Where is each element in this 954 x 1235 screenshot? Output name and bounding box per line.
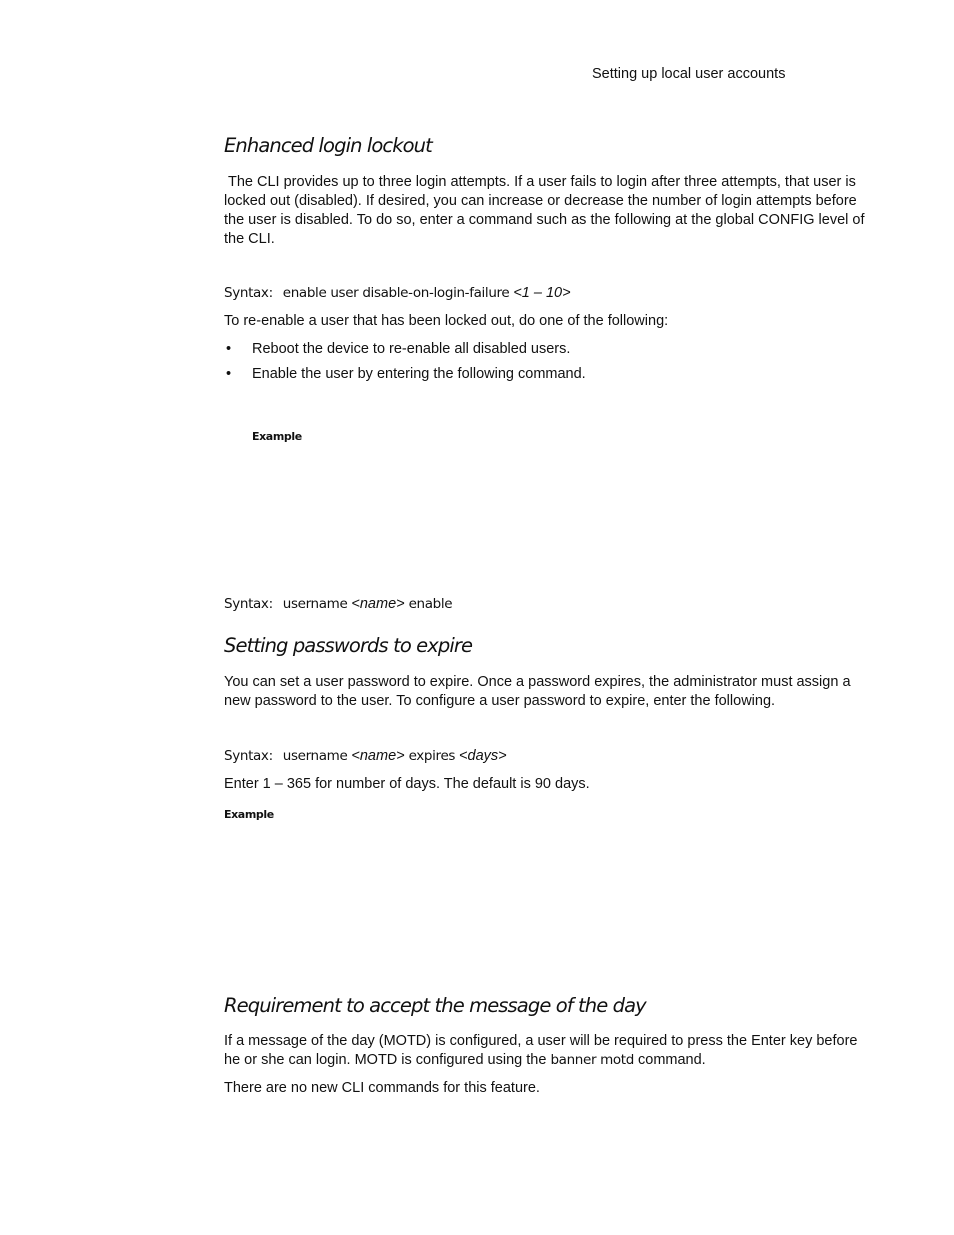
heading-accept-motd: Requirement to accept the message of the day xyxy=(224,994,646,1017)
syntax-disable-on-login-failure xyxy=(224,284,571,303)
example-label: Example xyxy=(252,430,302,443)
expire-intro-paragraph: You can set a user password to expire. Once a password expires, the administrator must assign a new password to the user. To configure a user password to expire, enter the following. xyxy=(224,674,851,709)
heading-enhanced-login-lockout: Enhanced login lockout xyxy=(224,134,432,157)
list-item-text: Reboot the device to re-enable all disabled users. xyxy=(252,341,571,357)
motd-note: There are no new CLI commands for this feature. xyxy=(224,1080,540,1096)
syntax-param: <days> xyxy=(459,748,507,764)
list-item xyxy=(226,365,586,384)
lockout-intro-paragraph: The CLI provides up to three login attempts. If a user fails to login after three attempts, that user is locked out (disabled). If desired, you can increase or decrease the number of login attempts before the user is disabled. To do so, enter a command such as the following at the global CONFIG level of the CLI. xyxy=(224,174,865,247)
motd-intro-text: If a message of the day (MOTD) is configured, a user will be required to press the Enter key before he or she can login. MOTD is configured using the xyxy=(224,1033,858,1068)
running-header: Setting up local user accounts xyxy=(592,66,786,82)
syntax-keyword: expires xyxy=(408,748,456,764)
motd-intro-text-end: command. xyxy=(638,1052,706,1068)
syntax-label: Syntax: xyxy=(224,596,273,612)
syntax-label: Syntax: xyxy=(224,285,273,301)
motd-intro-paragraph xyxy=(224,1032,870,1070)
syntax-command: username xyxy=(282,748,348,764)
syntax-param: <1 – 10> xyxy=(513,285,571,301)
banner-motd-command: banner motd xyxy=(550,1052,634,1068)
example-label: Example xyxy=(224,808,274,821)
heading-setting-passwords-to-expire: Setting passwords to expire xyxy=(224,634,473,657)
syntax-command: username xyxy=(282,596,348,612)
expire-days-note: Enter 1 – 365 for number of days. The default is 90 days. xyxy=(224,776,590,792)
syntax-suffix: enable xyxy=(408,596,453,612)
syntax-command: enable user disable-on-login-failure xyxy=(282,285,510,301)
list-item xyxy=(226,340,570,359)
list-item-text: Enable the user by entering the following command. xyxy=(252,366,586,382)
bullet-icon: • xyxy=(226,366,232,382)
bullet-icon: • xyxy=(226,341,232,357)
syntax-param: <name> xyxy=(351,748,405,764)
syntax-username-enable xyxy=(224,595,452,614)
syntax-username-expires xyxy=(224,747,507,766)
reenable-paragraph: To re-enable a user that has been locked out, do one of the following: xyxy=(224,313,669,329)
syntax-label: Syntax: xyxy=(224,748,273,764)
syntax-param: <name> xyxy=(351,596,405,612)
